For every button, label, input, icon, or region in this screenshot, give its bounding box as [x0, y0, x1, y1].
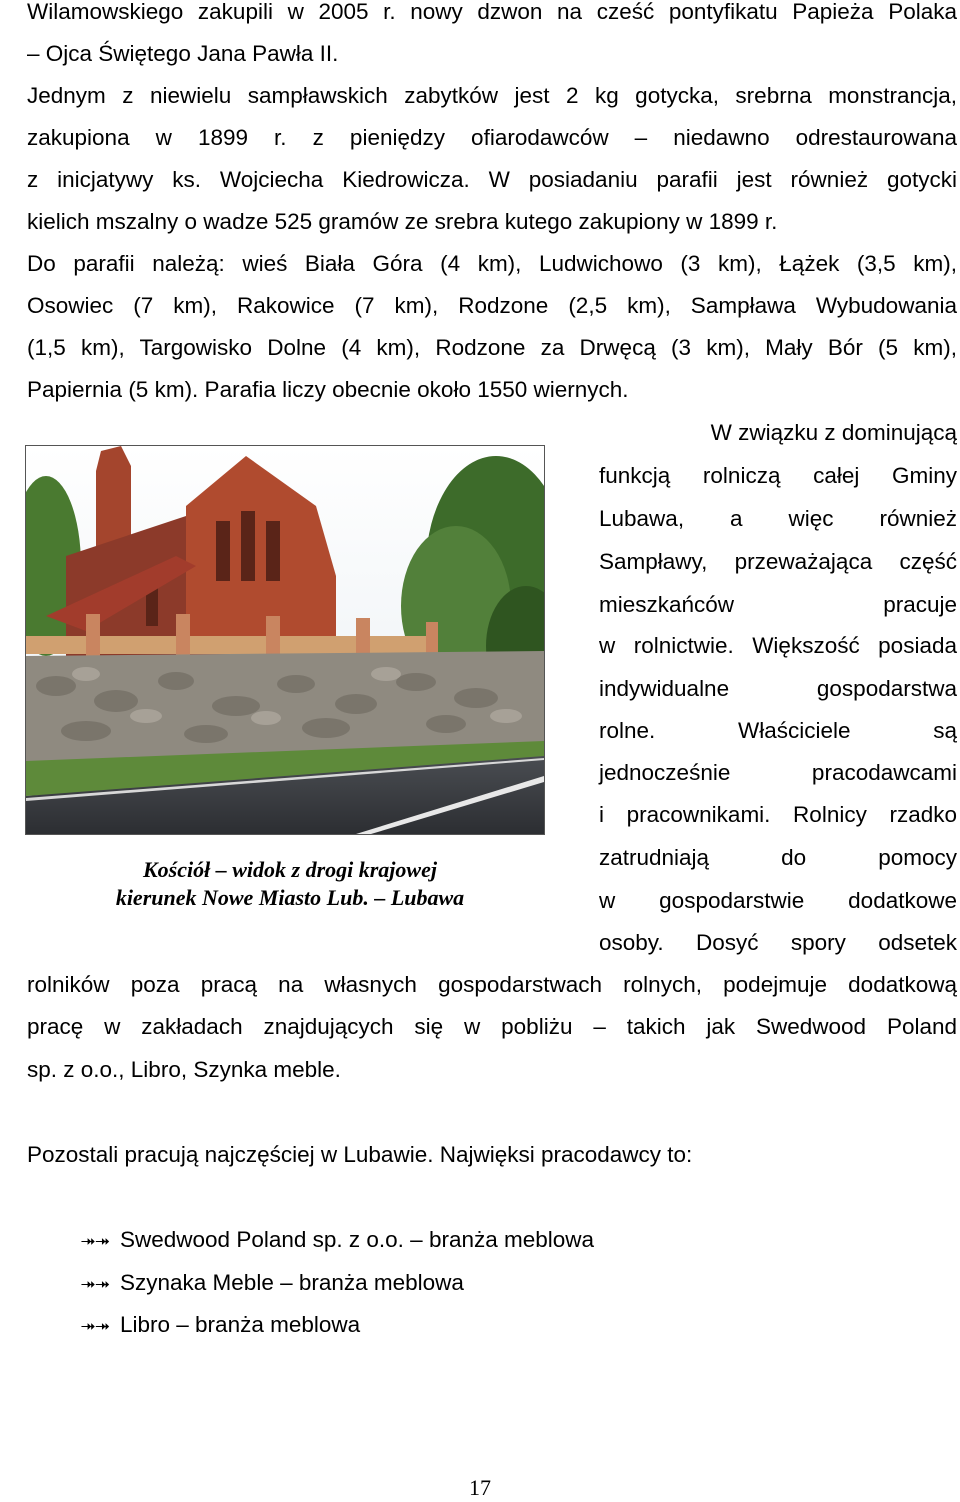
list-item: Swedwood Poland sp. z o.o. – branża meblowa [120, 1227, 595, 1252]
side-line: jednocześnie pracodawcami [599, 760, 957, 785]
body-line: (1,5 km), Targowisko Dolne (4 km), Rodzone za Drwęcą (3 km), Mały Bór (5 km), [27, 335, 957, 360]
side-line: w gospodarstwie dodatkowe [599, 888, 957, 913]
side-line: zatrudniają do pomocy [599, 845, 957, 870]
photo-caption-line1: Kościół – widok z drogi krajowej [143, 857, 437, 882]
side-line: Lubawa, a więc również [599, 506, 957, 531]
employers-intro: Pozostali pracują najczęściej w Lubawie. Najwięksi pracodawcy to: [27, 1142, 693, 1167]
church-photo [25, 445, 545, 835]
body-line: rolników poza pracą na własnych gospodarstwach rolnych, podejmuje dodatkową [27, 972, 957, 997]
side-line: W związku z dominującą [710, 420, 957, 445]
side-line: osoby. Dosyć spory odsetek [599, 930, 957, 955]
body-line: Wilamowskiego zakupili w 2005 r. nowy dzwon na cześć pontyfikatu Papieża Polaka [27, 0, 957, 24]
body-line: Osowiec (7 km), Rakowice (7 km), Rodzone (2,5 km), Sampława Wybudowania [27, 293, 957, 318]
side-line: rolne. Właściciele są [599, 718, 957, 743]
double-arrow-bullet-icon: ⯮⯮ [81, 1230, 110, 1250]
body-line: z inicjatywy ks. Wojciecha Kiedrowicza. W posiadaniu parafii jest również gotycki [27, 167, 957, 192]
side-line: mieszkańców pracuje [599, 592, 957, 617]
body-line: zakupiona w 1899 r. z pieniędzy ofiarodawców – niedawno odrestaurowana [27, 125, 957, 150]
photo-caption-line2: kierunek Nowe Miasto Lub. – Lubawa [115, 885, 465, 910]
side-line: funkcją rolniczą całej Gminy [599, 463, 957, 488]
page-number: 17 [469, 1475, 491, 1500]
double-arrow-bullet-icon: ⯮⯮ [81, 1315, 110, 1335]
side-line: w rolnictwie. Większość posiada [599, 633, 957, 658]
body-line: – Ojca Świętego Jana Pawła II. [27, 41, 339, 66]
body-line: Papiernia (5 km). Parafia liczy obecnie około 1550 wiernych. [27, 377, 629, 402]
double-arrow-bullet-icon: ⯮⯮ [81, 1273, 110, 1293]
body-line: pracę w zakładach znajdujących się w pobliżu – takich jak Swedwood Poland [27, 1014, 957, 1039]
side-line: Sampławy, przeważająca część [599, 549, 957, 574]
list-item: Libro – branża meblowa [120, 1312, 361, 1337]
body-line: Do parafii należą: wieś Biała Góra (4 km), Ludwichowo (3 km), Łążek (3,5 km), [27, 251, 957, 276]
body-line: Jednym z niewielu sampławskich zabytków jest 2 kg gotycka, srebrna monstrancja, [27, 83, 957, 108]
body-line: kielich mszalny o wadze 525 gramów ze srebra kutego zakupiony w 1899 r. [27, 209, 778, 234]
side-line: i pracownikami. Rolnicy rzadko [599, 802, 957, 827]
list-item: Szynaka Meble – branża meblowa [120, 1270, 464, 1295]
side-line: indywidualne gospodarstwa [599, 676, 957, 701]
body-line: sp. z o.o., Libro, Szynka meble. [27, 1057, 341, 1082]
